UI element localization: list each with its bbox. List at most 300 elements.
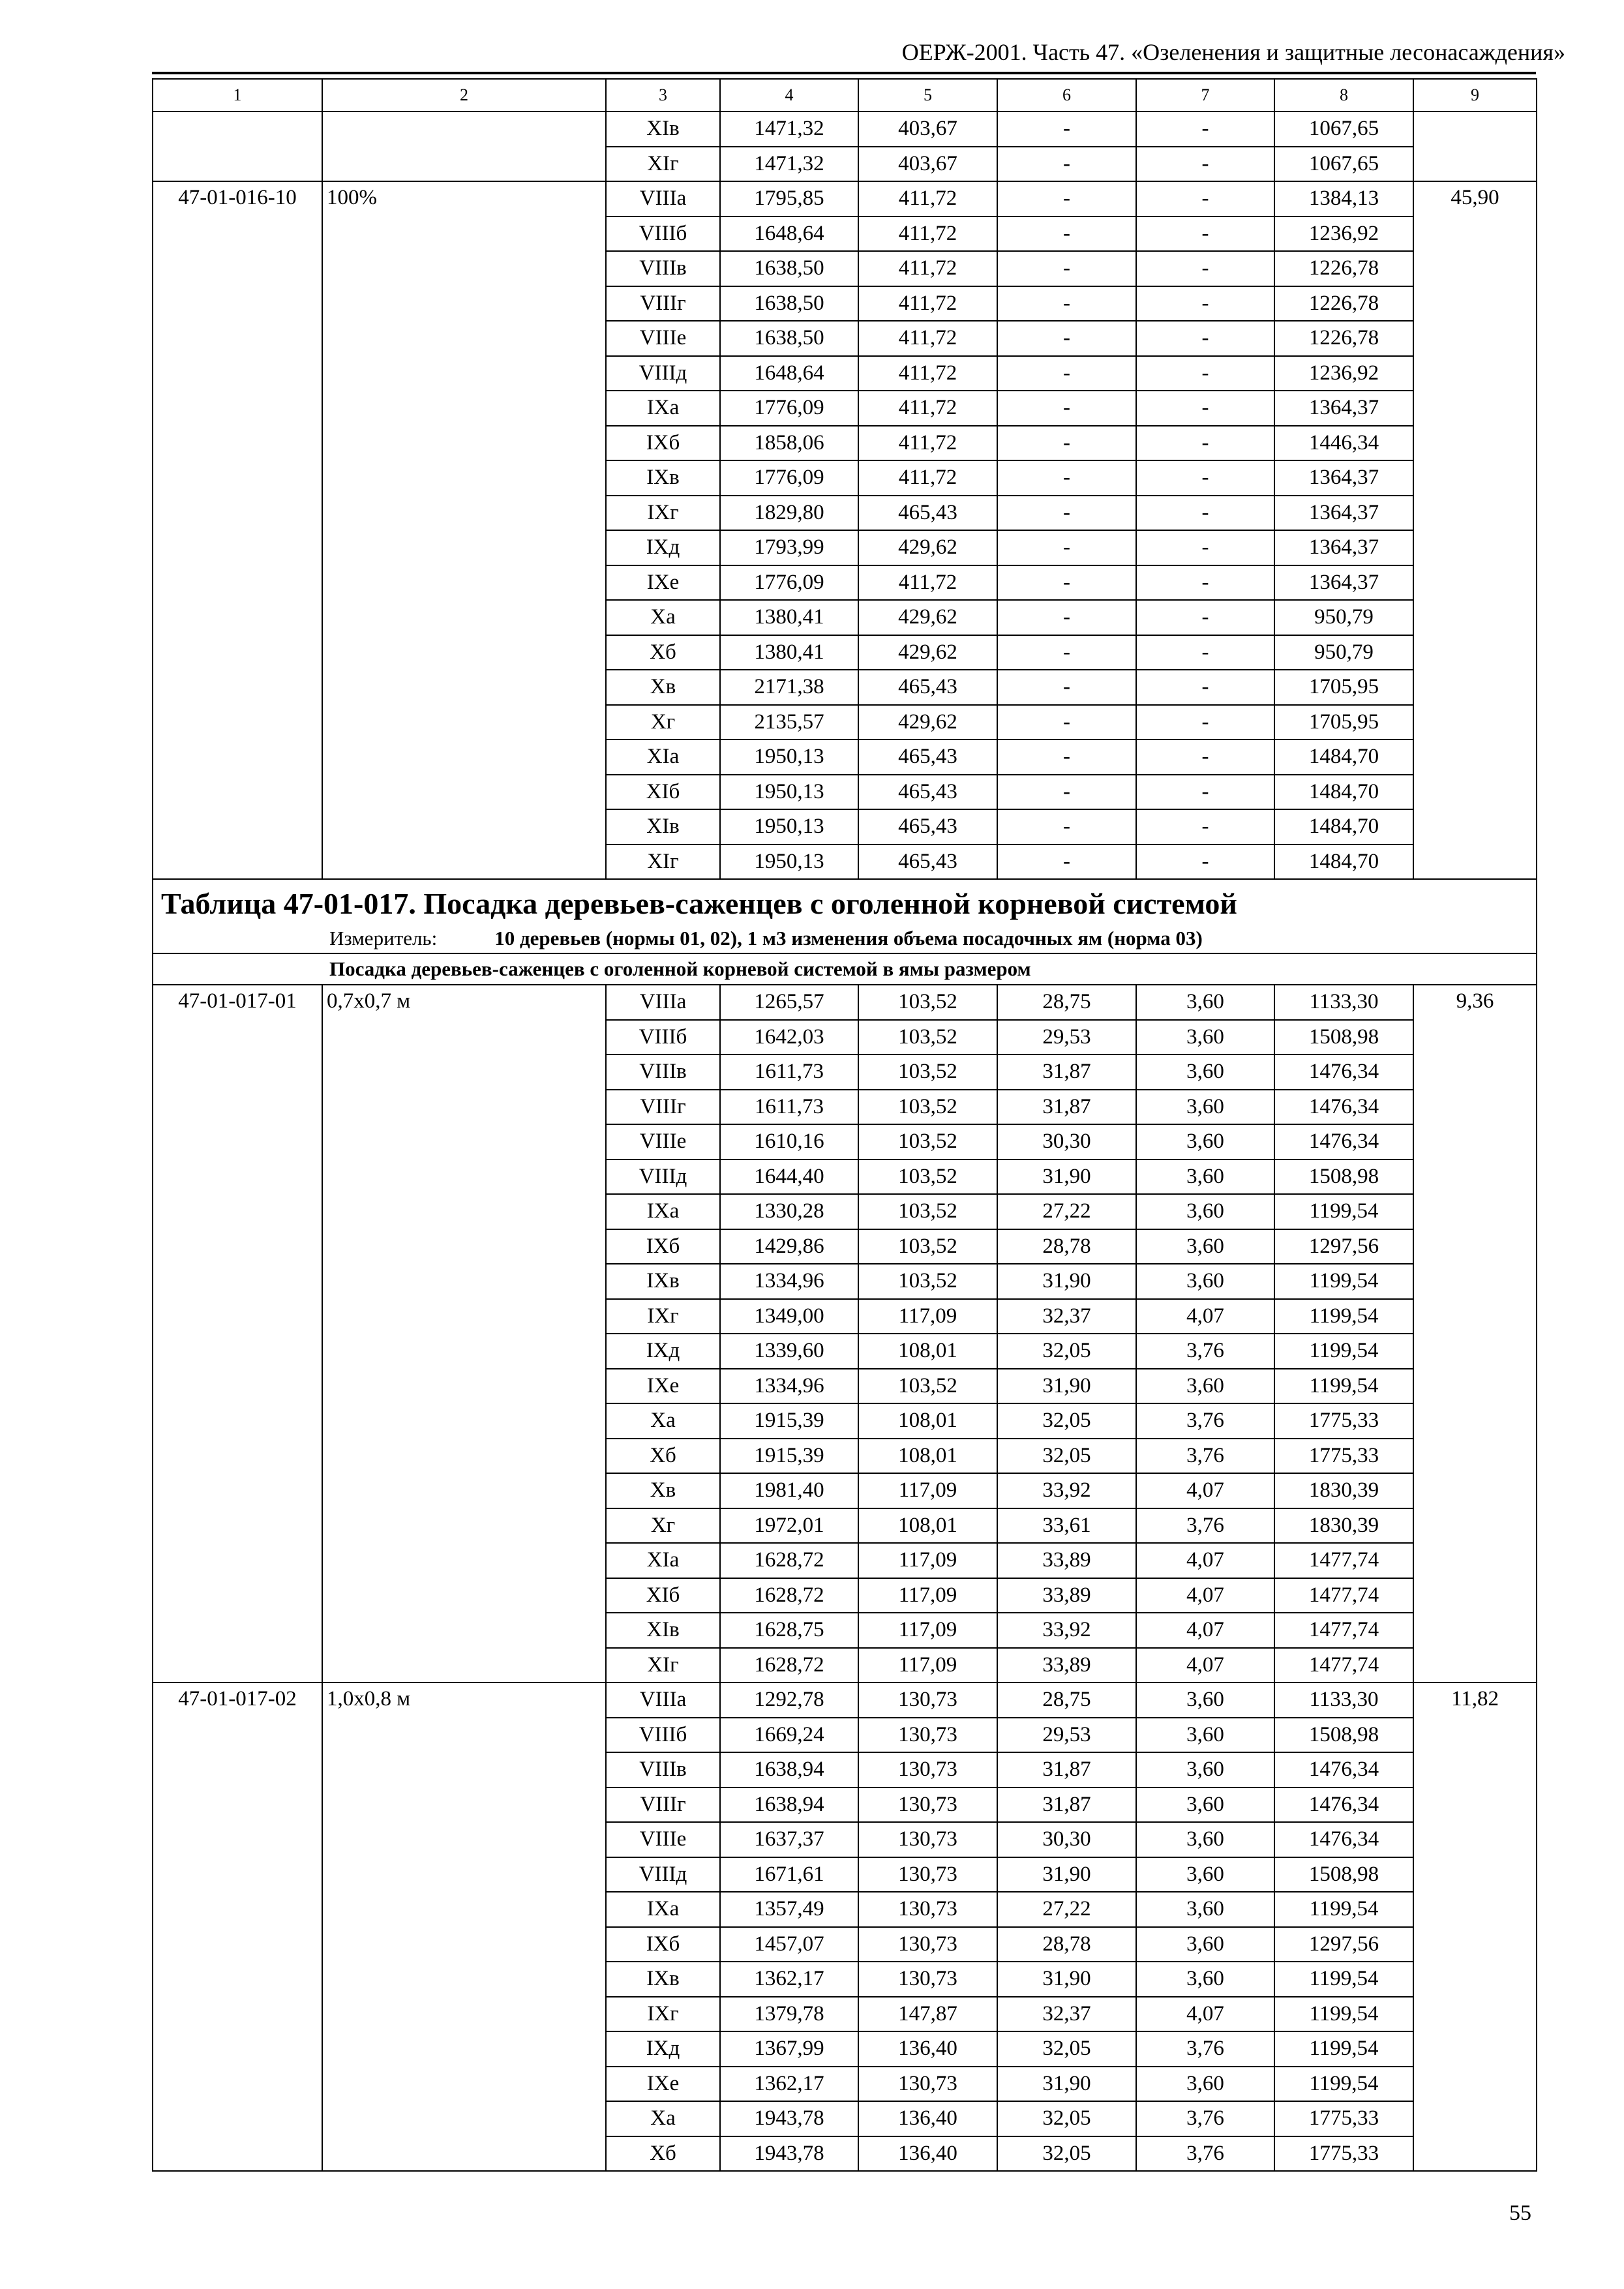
value-cell: 1644,40 <box>720 1159 858 1195</box>
value-cell: - <box>997 286 1136 322</box>
value-cell: 1638,94 <box>720 1788 858 1823</box>
value-cell: IXб <box>606 1229 720 1264</box>
value-cell: - <box>1136 740 1274 775</box>
value-cell: 4,07 <box>1136 1299 1274 1334</box>
value-cell: 2171,38 <box>720 670 858 705</box>
value-cell: 1477,74 <box>1274 1578 1413 1613</box>
table-row <box>153 181 1537 217</box>
value-cell: 411,72 <box>858 460 997 496</box>
value-cell: 411,72 <box>858 286 997 322</box>
value-cell: IXв <box>606 460 720 496</box>
value-cell: 103,52 <box>858 985 997 1020</box>
value-cell: 1067,65 <box>1274 147 1413 182</box>
value-cell: 950,79 <box>1274 600 1413 635</box>
value-cell: 1950,13 <box>720 775 858 810</box>
value-cell: 32,05 <box>997 2136 1136 2172</box>
value-cell: 103,52 <box>858 1020 997 1055</box>
value-cell: XIа <box>606 740 720 775</box>
value-cell: 1379,78 <box>720 1997 858 2032</box>
value-cell: 1199,54 <box>1274 1299 1413 1334</box>
value-cell: 31,90 <box>997 1369 1136 1404</box>
value-cell: 117,09 <box>858 1613 997 1648</box>
value-cell: - <box>1136 845 1274 880</box>
value-cell: 1380,41 <box>720 600 858 635</box>
value-cell: 33,92 <box>997 1613 1136 1648</box>
section-heading-row <box>153 953 1537 985</box>
value-cell: 1610,16 <box>720 1124 858 1159</box>
value-cell: - <box>1136 809 1274 845</box>
value-cell: 411,72 <box>858 426 997 461</box>
value-cell: Xб <box>606 1439 720 1474</box>
page-number: 55 <box>1509 2201 1531 2225</box>
value-cell: IXв <box>606 1264 720 1299</box>
value-cell: 1915,39 <box>720 1439 858 1474</box>
value-cell: 1775,33 <box>1274 1439 1413 1474</box>
section-heading: Посадка деревьев-саженцев с оголенной корневой системой в ямы размером <box>153 953 1537 985</box>
value-cell: - <box>997 356 1136 391</box>
value-cell: 1199,54 <box>1274 1962 1413 1997</box>
measure-row <box>153 927 1537 953</box>
value-cell: IXа <box>606 391 720 426</box>
value-cell: IXб <box>606 426 720 461</box>
value-cell: 3,76 <box>1136 2031 1274 2067</box>
value-cell: 4,07 <box>1136 1997 1274 2032</box>
value-cell: 28,78 <box>997 1927 1136 1962</box>
value-cell: 136,40 <box>858 2101 997 2136</box>
value-cell: - <box>1136 251 1274 286</box>
value-cell: 1705,95 <box>1274 705 1413 740</box>
value-cell: 1477,74 <box>1274 1613 1413 1648</box>
value-cell: 1775,33 <box>1274 2136 1413 2172</box>
value-cell: 3,76 <box>1136 2136 1274 2172</box>
column-9-cell: 9,36 <box>1413 985 1537 1683</box>
value-cell: 1648,64 <box>720 217 858 252</box>
value-cell: - <box>997 530 1136 565</box>
value-cell: 27,22 <box>997 1194 1136 1229</box>
value-cell: XIг <box>606 1648 720 1683</box>
value-cell: Xа <box>606 2101 720 2136</box>
value-cell: XIв <box>606 809 720 845</box>
value-cell: 1367,99 <box>720 2031 858 2067</box>
value-cell: 1429,86 <box>720 1229 858 1264</box>
value-cell: 130,73 <box>858 1752 997 1788</box>
value-cell: - <box>997 181 1136 217</box>
value-cell: 3,60 <box>1136 1090 1274 1125</box>
value-cell: 1611,73 <box>720 1090 858 1125</box>
value-cell: Xв <box>606 1473 720 1508</box>
value-cell: 3,60 <box>1136 1264 1274 1299</box>
value-cell: 465,43 <box>858 775 997 810</box>
value-cell: 465,43 <box>858 670 997 705</box>
value-cell: - <box>1136 112 1274 147</box>
value-cell: 429,62 <box>858 600 997 635</box>
value-cell: 117,09 <box>858 1578 997 1613</box>
value-cell: XIг <box>606 147 720 182</box>
value-cell: 147,87 <box>858 1997 997 2032</box>
value-cell: VIIIб <box>606 1020 720 1055</box>
value-cell: 130,73 <box>858 1788 997 1823</box>
value-cell: 1476,34 <box>1274 1822 1413 1857</box>
value-cell: 3,60 <box>1136 1194 1274 1229</box>
value-cell: 31,90 <box>997 1264 1136 1299</box>
value-cell: 1508,98 <box>1274 1857 1413 1893</box>
value-cell: 411,72 <box>858 217 997 252</box>
norm-name-cell <box>322 112 606 181</box>
value-cell: 1943,78 <box>720 2101 858 2136</box>
value-cell: 31,90 <box>997 1159 1136 1195</box>
value-cell: - <box>1136 600 1274 635</box>
value-cell: - <box>997 565 1136 601</box>
value-cell: 1950,13 <box>720 740 858 775</box>
value-cell: VIIIд <box>606 1857 720 1893</box>
value-cell: 1364,37 <box>1274 565 1413 601</box>
value-cell: 1226,78 <box>1274 321 1413 356</box>
column-number-row <box>153 79 1537 112</box>
value-cell: 32,37 <box>997 1299 1136 1334</box>
value-cell: 3,60 <box>1136 1159 1274 1195</box>
value-cell: XIв <box>606 112 720 147</box>
value-cell: 2135,57 <box>720 705 858 740</box>
value-cell: 3,60 <box>1136 1857 1274 1893</box>
value-cell: VIIIв <box>606 251 720 286</box>
value-cell: 429,62 <box>858 530 997 565</box>
value-cell: - <box>1136 181 1274 217</box>
value-cell: 29,53 <box>997 1718 1136 1753</box>
value-cell: - <box>1136 286 1274 322</box>
value-cell: 1508,98 <box>1274 1159 1413 1195</box>
value-cell: 3,60 <box>1136 1718 1274 1753</box>
value-cell: - <box>997 635 1136 670</box>
value-cell: Xа <box>606 1403 720 1439</box>
value-cell: - <box>997 845 1136 880</box>
value-cell: 1642,03 <box>720 1020 858 1055</box>
value-cell: VIIIв <box>606 1055 720 1090</box>
column-header: 7 <box>1136 79 1274 112</box>
value-cell: 1638,94 <box>720 1752 858 1788</box>
value-cell: 108,01 <box>858 1403 997 1439</box>
value-cell: 31,87 <box>997 1788 1136 1823</box>
value-cell: 130,73 <box>858 1822 997 1857</box>
value-cell: 1476,34 <box>1274 1055 1413 1090</box>
value-cell: 465,43 <box>858 496 997 531</box>
value-cell: 1199,54 <box>1274 1334 1413 1369</box>
value-cell: 130,73 <box>858 1718 997 1753</box>
value-cell: 117,09 <box>858 1299 997 1334</box>
value-cell: 31,90 <box>997 1857 1136 1893</box>
value-cell: 1795,85 <box>720 181 858 217</box>
value-cell: 411,72 <box>858 391 997 426</box>
value-cell: 1133,30 <box>1274 1683 1413 1718</box>
column-9-cell <box>1413 112 1537 181</box>
value-cell: - <box>1136 775 1274 810</box>
value-cell: IXг <box>606 1299 720 1334</box>
value-cell: 1950,13 <box>720 845 858 880</box>
value-cell: 1334,96 <box>720 1369 858 1404</box>
value-cell: 1981,40 <box>720 1473 858 1508</box>
value-cell: 1226,78 <box>1274 251 1413 286</box>
column-header: 5 <box>858 79 997 112</box>
value-cell: 31,87 <box>997 1055 1136 1090</box>
value-cell: 3,76 <box>1136 1334 1274 1369</box>
value-cell: IXг <box>606 496 720 531</box>
value-cell: 31,87 <box>997 1752 1136 1788</box>
value-cell: 1669,24 <box>720 1718 858 1753</box>
value-cell: 30,30 <box>997 1822 1136 1857</box>
value-cell: 103,52 <box>858 1264 997 1299</box>
value-cell: 29,53 <box>997 1020 1136 1055</box>
value-cell: - <box>997 391 1136 426</box>
value-cell: 1265,57 <box>720 985 858 1020</box>
value-cell: XIб <box>606 775 720 810</box>
value-cell: 1362,17 <box>720 1962 858 1997</box>
value-cell: 33,89 <box>997 1648 1136 1683</box>
value-cell: 130,73 <box>858 2067 997 2102</box>
value-cell: 4,07 <box>1136 1648 1274 1683</box>
value-cell: 32,05 <box>997 1439 1136 1474</box>
value-cell: XIа <box>606 1543 720 1578</box>
value-cell: Xг <box>606 1508 720 1544</box>
value-cell: 1297,56 <box>1274 1229 1413 1264</box>
value-cell: 1638,50 <box>720 321 858 356</box>
value-cell: 1484,70 <box>1274 775 1413 810</box>
value-cell: 411,72 <box>858 356 997 391</box>
value-cell: - <box>997 426 1136 461</box>
value-cell: 465,43 <box>858 845 997 880</box>
value-cell: 117,09 <box>858 1473 997 1508</box>
value-cell: 1364,37 <box>1274 391 1413 426</box>
value-cell: 1705,95 <box>1274 670 1413 705</box>
value-cell: 1648,64 <box>720 356 858 391</box>
column-header: 3 <box>606 79 720 112</box>
value-cell: 1357,49 <box>720 1892 858 1927</box>
value-cell: 136,40 <box>858 2031 997 2067</box>
value-cell: 103,52 <box>858 1055 997 1090</box>
column-header: 6 <box>997 79 1136 112</box>
value-cell: - <box>1136 321 1274 356</box>
value-cell: 1484,70 <box>1274 845 1413 880</box>
value-cell: IXа <box>606 1194 720 1229</box>
value-cell: 1776,09 <box>720 391 858 426</box>
value-cell: 1628,75 <box>720 1613 858 1648</box>
value-cell: 28,75 <box>997 985 1136 1020</box>
value-cell: 1943,78 <box>720 2136 858 2172</box>
value-cell: - <box>1136 147 1274 182</box>
value-cell: 1364,37 <box>1274 530 1413 565</box>
value-cell: 27,22 <box>997 1892 1136 1927</box>
value-cell: 1199,54 <box>1274 2031 1413 2067</box>
value-cell: 1199,54 <box>1274 1892 1413 1927</box>
header-rule <box>152 72 1536 74</box>
value-cell: 33,89 <box>997 1578 1136 1613</box>
value-cell: 32,05 <box>997 1334 1136 1369</box>
value-cell: - <box>997 460 1136 496</box>
value-cell: 1236,92 <box>1274 217 1413 252</box>
value-cell: 411,72 <box>858 181 997 217</box>
value-cell: 3,76 <box>1136 1403 1274 1439</box>
value-cell: 130,73 <box>858 1683 997 1718</box>
value-cell: - <box>997 670 1136 705</box>
value-cell: - <box>1136 391 1274 426</box>
value-cell: 103,52 <box>858 1229 997 1264</box>
value-cell: VIIIв <box>606 1752 720 1788</box>
value-cell: VIIIе <box>606 321 720 356</box>
value-cell: Xг <box>606 705 720 740</box>
value-cell: - <box>997 496 1136 531</box>
value-cell: 33,61 <box>997 1508 1136 1544</box>
value-cell: 103,52 <box>858 1369 997 1404</box>
value-cell: 103,52 <box>858 1124 997 1159</box>
value-cell: 1330,28 <box>720 1194 858 1229</box>
value-cell: 33,92 <box>997 1473 1136 1508</box>
table-row <box>153 1683 1537 1718</box>
value-cell: 31,90 <box>997 2067 1136 2102</box>
value-cell: 403,67 <box>858 147 997 182</box>
value-cell: 411,72 <box>858 565 997 601</box>
value-cell: 1067,65 <box>1274 112 1413 147</box>
value-cell: IXе <box>606 1369 720 1404</box>
table-body <box>153 79 1537 2171</box>
value-cell: - <box>1136 635 1274 670</box>
value-cell: 1380,41 <box>720 635 858 670</box>
value-cell: 3,76 <box>1136 1508 1274 1544</box>
value-cell: 3,60 <box>1136 985 1274 1020</box>
value-cell: 3,60 <box>1136 1822 1274 1857</box>
value-cell: 108,01 <box>858 1439 997 1474</box>
table-title: Таблица 47-01-017. Посадка деревьев-саженцев с оголенной корневой системой <box>153 879 1537 927</box>
value-cell: 1471,32 <box>720 147 858 182</box>
value-cell: VIIIд <box>606 1159 720 1195</box>
value-cell: 1471,32 <box>720 112 858 147</box>
value-cell: 1476,34 <box>1274 1788 1413 1823</box>
norm-code-cell <box>153 112 322 181</box>
value-cell: 1776,09 <box>720 460 858 496</box>
value-cell: 429,62 <box>858 635 997 670</box>
value-cell: Xб <box>606 635 720 670</box>
value-cell: 1628,72 <box>720 1578 858 1613</box>
value-cell: 1477,74 <box>1274 1648 1413 1683</box>
value-cell: 1484,70 <box>1274 740 1413 775</box>
value-cell: 1334,96 <box>720 1264 858 1299</box>
column-header: 1 <box>153 79 322 112</box>
table-row <box>153 112 1537 147</box>
value-cell: 117,09 <box>858 1648 997 1683</box>
value-cell: 1133,30 <box>1274 985 1413 1020</box>
column-header: 2 <box>322 79 606 112</box>
value-cell: IXб <box>606 1927 720 1962</box>
norm-code-cell: 47-01-017-01 <box>153 985 322 1683</box>
value-cell: XIб <box>606 1578 720 1613</box>
value-cell: 1364,37 <box>1274 460 1413 496</box>
value-cell: - <box>1136 426 1274 461</box>
value-cell: 3,76 <box>1136 1439 1274 1474</box>
value-cell: - <box>997 775 1136 810</box>
value-cell: 1199,54 <box>1274 1194 1413 1229</box>
value-cell: 28,75 <box>997 1683 1136 1718</box>
value-cell: - <box>997 600 1136 635</box>
value-cell: 1611,73 <box>720 1055 858 1090</box>
value-cell: 3,60 <box>1136 1229 1274 1264</box>
value-cell: 3,60 <box>1136 1055 1274 1090</box>
value-cell: 1236,92 <box>1274 356 1413 391</box>
value-cell: - <box>1136 356 1274 391</box>
value-cell: 3,60 <box>1136 2067 1274 2102</box>
value-cell: VIIIг <box>606 286 720 322</box>
value-cell: 32,05 <box>997 2031 1136 2067</box>
value-cell: 1858,06 <box>720 426 858 461</box>
table-row <box>153 985 1537 1020</box>
norms-table <box>152 78 1537 2172</box>
norm-code-cell: 47-01-017-02 <box>153 1683 322 2171</box>
table-title-row <box>153 879 1537 927</box>
value-cell: 1477,74 <box>1274 1543 1413 1578</box>
value-cell: 1297,56 <box>1274 1927 1413 1962</box>
column-9-cell: 11,82 <box>1413 1683 1537 2171</box>
value-cell: 130,73 <box>858 1927 997 1962</box>
value-cell: 136,40 <box>858 2136 997 2172</box>
value-cell: 403,67 <box>858 112 997 147</box>
value-cell: VIIIа <box>606 985 720 1020</box>
value-cell: VIIIа <box>606 1683 720 1718</box>
value-cell: 33,89 <box>997 1543 1136 1578</box>
value-cell: XIв <box>606 1613 720 1648</box>
value-cell: 1830,39 <box>1274 1473 1413 1508</box>
value-cell: 1638,50 <box>720 251 858 286</box>
value-cell: - <box>997 217 1136 252</box>
value-cell: 1972,01 <box>720 1508 858 1544</box>
value-cell: 1775,33 <box>1274 2101 1413 2136</box>
value-cell: 411,72 <box>858 251 997 286</box>
value-cell: VIIIг <box>606 1788 720 1823</box>
value-cell: IXд <box>606 1334 720 1369</box>
value-cell: Xб <box>606 2136 720 2172</box>
value-cell: - <box>997 251 1136 286</box>
value-cell: 1508,98 <box>1274 1718 1413 1753</box>
value-cell: VIIIб <box>606 217 720 252</box>
value-cell: 1484,70 <box>1274 809 1413 845</box>
value-cell: 465,43 <box>858 809 997 845</box>
value-cell: 3,60 <box>1136 1788 1274 1823</box>
value-cell: 103,52 <box>858 1159 997 1195</box>
column-header: 8 <box>1274 79 1413 112</box>
value-cell: Xв <box>606 670 720 705</box>
norm-code-cell: 47-01-016-10 <box>153 181 322 879</box>
value-cell: VIIIа <box>606 181 720 217</box>
value-cell: 3,60 <box>1136 1752 1274 1788</box>
value-cell: 465,43 <box>858 740 997 775</box>
column-header: 9 <box>1413 79 1537 112</box>
column-header: 4 <box>720 79 858 112</box>
value-cell: VIIIб <box>606 1718 720 1753</box>
value-cell: 1476,34 <box>1274 1124 1413 1159</box>
value-cell: 1671,61 <box>720 1857 858 1893</box>
value-cell: IXа <box>606 1892 720 1927</box>
running-header: ОЕРЖ-2001. Часть 47. «Озеленения и защитные лесонасаждения» <box>901 39 1565 65</box>
value-cell: 32,37 <box>997 1997 1136 2032</box>
value-cell: 4,07 <box>1136 1543 1274 1578</box>
value-cell: - <box>1136 530 1274 565</box>
value-cell: IXв <box>606 1962 720 1997</box>
norm-name-cell: 0,7x0,7 м <box>322 985 606 1683</box>
value-cell: - <box>997 705 1136 740</box>
value-cell: 3,60 <box>1136 1962 1274 1997</box>
value-cell: - <box>1136 496 1274 531</box>
value-cell: 1775,33 <box>1274 1403 1413 1439</box>
value-cell: 108,01 <box>858 1334 997 1369</box>
value-cell: VIIIг <box>606 1090 720 1125</box>
value-cell: 3,60 <box>1136 1927 1274 1962</box>
value-cell: 1199,54 <box>1274 1369 1413 1404</box>
value-cell: 4,07 <box>1136 1578 1274 1613</box>
